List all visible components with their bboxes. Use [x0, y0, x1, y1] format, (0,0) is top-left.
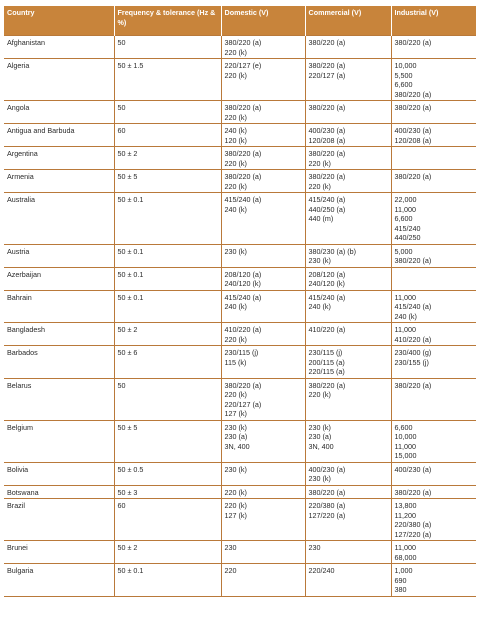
cell-value: 3N, 400	[224, 441, 250, 451]
commercial-cell	[305, 541, 391, 564]
country-name: Brazil	[7, 501, 25, 510]
cell-value: 380/220 (a)	[224, 149, 262, 158]
country-name: Barbados	[7, 348, 38, 357]
cell-value: 50 ± 0.1	[117, 566, 144, 575]
cell-value: 6,600	[394, 422, 413, 432]
header-commercial: Commercial (V)	[305, 6, 391, 36]
cell-value: 380/220 (a)	[308, 103, 346, 112]
country-name: Bulgaria	[7, 566, 34, 575]
frequency-cell	[114, 462, 221, 485]
cell-value: 400/230 (a)	[394, 464, 432, 474]
cell-value: 380/220 (a)	[224, 380, 262, 390]
cell-value: 220 (k)	[224, 487, 247, 497]
industrial-cell	[391, 147, 476, 170]
industrial-cell	[391, 323, 476, 346]
industrial-cell	[391, 170, 476, 193]
cell-value: 11,000	[394, 543, 416, 552]
cell-value: 208/120 (a)	[308, 269, 346, 279]
table-row	[4, 170, 476, 193]
cell-value: 380/230 (a) (b)	[308, 246, 357, 256]
cell-value: 380/220 (a)	[394, 487, 432, 497]
cell-value: 220/127 (a)	[224, 399, 262, 409]
cell-value: 220 (k)	[224, 501, 247, 510]
country-name: Argentina	[7, 149, 38, 158]
country-cell	[4, 59, 114, 101]
cell-value: 240 (k)	[308, 302, 331, 311]
cell-value: 120/208 (a)	[308, 135, 346, 145]
cell-value: 240/120 (k)	[308, 279, 345, 288]
cell-value: 127/220 (a)	[394, 529, 432, 539]
cell-value: 220 (k)	[308, 390, 331, 399]
cell-value: 60	[117, 501, 126, 510]
cell-value: 380/220 (a)	[308, 172, 346, 181]
commercial-cell	[305, 244, 391, 267]
cell-value: 6,600	[394, 214, 413, 223]
country-cell	[4, 170, 114, 193]
commercial-cell	[305, 462, 391, 485]
cell-value: 410/220 (a)	[308, 325, 346, 334]
table-row	[4, 244, 476, 267]
country-cell	[4, 36, 114, 59]
cell-value: 415/240 (a)	[224, 292, 262, 302]
commercial-cell	[305, 290, 391, 323]
table-row	[4, 193, 476, 245]
country-name: Belarus	[7, 380, 32, 390]
frequency-cell	[114, 541, 221, 564]
domestic-cell	[221, 346, 305, 379]
country-name: Belgium	[7, 422, 33, 432]
cell-value: 11,000	[394, 204, 416, 214]
cell-value: 230/115 (j)	[308, 348, 343, 357]
country-name: Bangladesh	[7, 325, 45, 334]
cell-value: 230 (k)	[224, 246, 247, 256]
cell-value: 380/220 (a)	[224, 103, 262, 112]
table-row	[4, 462, 476, 485]
frequency-cell	[114, 193, 221, 245]
country-name: Afghanistan	[7, 38, 45, 47]
country-cell	[4, 462, 114, 485]
table-row	[4, 124, 476, 147]
cell-value: 415/240 (a)	[308, 195, 346, 204]
frequency-cell	[114, 147, 221, 170]
cell-value: 50 ± 0.1	[117, 269, 144, 279]
cell-value: 230 (k)	[224, 464, 247, 474]
cell-value: 230 (k)	[308, 256, 331, 265]
frequency-cell	[114, 378, 221, 420]
cell-value: 220 (k)	[224, 112, 247, 122]
domestic-cell	[221, 59, 305, 101]
cell-value: 50	[117, 380, 126, 390]
cell-value: 230/155 (j)	[394, 357, 429, 367]
frequency-cell	[114, 36, 221, 59]
cell-value: 220 (k)	[224, 390, 247, 399]
header-industrial: Industrial (V)	[391, 6, 476, 36]
country-cell	[4, 499, 114, 541]
cell-value: 50	[117, 38, 126, 47]
cell-value: 115 (k)	[224, 357, 247, 367]
cell-value: 380/220 (a)	[224, 38, 262, 47]
industrial-cell	[391, 290, 476, 323]
cell-value: 400/230 (a)	[394, 126, 432, 135]
country-name: Brunei	[7, 543, 28, 552]
cell-value: 50 ± 2	[117, 543, 138, 552]
cell-value: 380/220 (a)	[394, 103, 432, 112]
domestic-cell	[221, 462, 305, 485]
country-name: Algeria	[7, 61, 30, 70]
domestic-cell	[221, 290, 305, 323]
domestic-cell	[221, 564, 305, 597]
country-cell	[4, 101, 114, 124]
table-header	[4, 6, 476, 36]
table-row	[4, 541, 476, 564]
frequency-cell	[114, 564, 221, 597]
table-row	[4, 267, 476, 290]
domestic-cell	[221, 378, 305, 420]
cell-value: 400/230 (a)	[308, 464, 346, 474]
cell-value: 50 ± 2	[117, 325, 138, 334]
cell-value: 127 (k)	[224, 409, 247, 418]
cell-value: 230	[224, 543, 237, 552]
frequency-cell	[114, 267, 221, 290]
cell-value: 50 ± 2	[117, 149, 138, 158]
commercial-cell	[305, 147, 391, 170]
commercial-cell	[305, 170, 391, 193]
commercial-cell	[305, 59, 391, 101]
industrial-cell	[391, 499, 476, 541]
cell-value: 380/220 (a)	[308, 380, 346, 390]
cell-value: 415/240 (a)	[224, 195, 262, 204]
country-cell	[4, 541, 114, 564]
commercial-cell	[305, 485, 391, 499]
commercial-cell	[305, 267, 391, 290]
country-cell	[4, 420, 114, 462]
industrial-cell	[391, 462, 476, 485]
frequency-cell	[114, 59, 221, 101]
table-row	[4, 564, 476, 597]
cell-value: 220/380 (a)	[394, 520, 432, 529]
cell-value: 440/250	[394, 233, 421, 242]
domestic-cell	[221, 193, 305, 245]
cell-value: 230 (a)	[308, 432, 332, 441]
cell-value: 50	[117, 103, 126, 112]
cell-value: 240/120 (k)	[224, 279, 261, 288]
cell-value: 208/120 (a)	[224, 269, 262, 279]
table-row	[4, 420, 476, 462]
country-name: Antigua and Barbuda	[7, 126, 75, 135]
header-frequency: Frequency & tolerance (Hz & %)	[114, 6, 221, 36]
industrial-cell	[391, 59, 476, 101]
commercial-cell	[305, 124, 391, 147]
country-cell	[4, 147, 114, 170]
commercial-cell	[305, 193, 391, 245]
cell-value: 50 ± 3	[117, 487, 138, 497]
cell-value: 230 (k)	[308, 422, 331, 432]
domestic-cell	[221, 244, 305, 267]
table-row	[4, 499, 476, 541]
country-name: Botswana	[7, 487, 39, 497]
country-cell	[4, 290, 114, 323]
cell-value: 3N, 400	[308, 441, 334, 451]
cell-value: 415/240 (a)	[308, 292, 346, 302]
country-cell	[4, 267, 114, 290]
cell-value: 50 ± 0.1	[117, 195, 144, 204]
cell-value: 380/220 (a)	[308, 61, 346, 70]
cell-value: 220 (k)	[224, 181, 247, 191]
country-name: Armenia	[7, 172, 34, 181]
cell-value: 1,000	[394, 566, 413, 575]
cell-value: 220 (k)	[224, 70, 247, 80]
cell-value: 11,000	[394, 292, 416, 302]
cell-value: 380/220 (a)	[394, 380, 432, 390]
cell-value: 11,000	[394, 325, 416, 334]
cell-value: 50 ± 0.5	[117, 464, 144, 474]
commercial-cell	[305, 36, 391, 59]
domestic-cell	[221, 267, 305, 290]
frequency-cell	[114, 290, 221, 323]
industrial-cell	[391, 564, 476, 597]
cell-value: 415/240 (a)	[394, 302, 432, 311]
header-country: Country	[4, 6, 114, 36]
country-cell	[4, 323, 114, 346]
commercial-cell	[305, 101, 391, 124]
country-name: Austria	[7, 246, 30, 256]
cell-value: 240 (k)	[224, 126, 247, 135]
industrial-cell	[391, 36, 476, 59]
industrial-cell	[391, 244, 476, 267]
cell-value: 11,000	[394, 441, 416, 451]
cell-value: 22,000	[394, 195, 417, 204]
cell-value: 380/220 (a)	[394, 38, 432, 47]
cell-value: 690	[394, 575, 407, 585]
cell-value: 220 (k)	[224, 47, 247, 57]
table-row	[4, 346, 476, 379]
industrial-cell	[391, 193, 476, 245]
table-row	[4, 147, 476, 170]
cell-value: 50 ± 5	[117, 172, 138, 181]
cell-value: 127/220 (a)	[308, 510, 346, 520]
cell-value: 380/220 (a)	[394, 256, 432, 265]
cell-value: 5,500	[394, 70, 413, 80]
cell-value: 240 (k)	[224, 302, 247, 311]
frequency-cell	[114, 170, 221, 193]
cell-value: 220	[224, 566, 237, 575]
commercial-cell	[305, 346, 391, 379]
domestic-cell	[221, 36, 305, 59]
commercial-cell	[305, 323, 391, 346]
cell-value: 68,000	[394, 552, 417, 562]
domestic-cell	[221, 485, 305, 499]
cell-value: 220 (k)	[308, 158, 331, 168]
header-row	[4, 6, 476, 36]
cell-value: 440/250 (a)	[308, 204, 346, 214]
commercial-cell	[305, 420, 391, 462]
cell-value: 380/220 (a)	[224, 172, 262, 181]
table-row	[4, 323, 476, 346]
commercial-cell	[305, 564, 391, 597]
cell-value: 230/115 (j)	[224, 348, 259, 357]
domestic-cell	[221, 323, 305, 346]
cell-value: 11,200	[394, 510, 416, 520]
cell-value: 6,600	[394, 80, 413, 89]
cell-value: 230 (a)	[224, 432, 248, 441]
cell-value: 380/220 (a)	[394, 89, 432, 99]
cell-value: 410/220 (a)	[394, 334, 432, 344]
cell-value: 5,000	[394, 246, 413, 256]
country-cell	[4, 378, 114, 420]
cell-value: 440 (m)	[308, 214, 334, 223]
table-row	[4, 59, 476, 101]
cell-value: 50 ± 6	[117, 348, 138, 357]
cell-value: 380/220 (a)	[394, 172, 432, 181]
country-cell	[4, 193, 114, 245]
cell-value: 380	[394, 585, 407, 594]
cell-value: 10,000	[394, 61, 417, 70]
cell-value: 220/380 (a)	[308, 501, 346, 510]
cell-value: 230	[308, 543, 321, 552]
voltage-table-container	[4, 6, 476, 597]
country-name: Bahrain	[7, 292, 32, 302]
industrial-cell	[391, 541, 476, 564]
cell-value: 220 (k)	[224, 334, 247, 344]
table-row	[4, 36, 476, 59]
cell-value: 240 (k)	[394, 311, 417, 321]
frequency-cell	[114, 124, 221, 147]
industrial-cell	[391, 485, 476, 499]
cell-value: 15,000	[394, 451, 417, 460]
header-domestic: Domestic (V)	[221, 6, 305, 36]
frequency-cell	[114, 420, 221, 462]
cell-value: 50 ± 5	[117, 422, 138, 432]
industrial-cell	[391, 378, 476, 420]
domestic-cell	[221, 420, 305, 462]
table-row	[4, 290, 476, 323]
commercial-cell	[305, 499, 391, 541]
cell-value: 220/127 (e)	[224, 61, 262, 70]
cell-value: 230/400 (g)	[394, 348, 432, 357]
country-cell	[4, 564, 114, 597]
industrial-cell	[391, 267, 476, 290]
domestic-cell	[221, 541, 305, 564]
frequency-cell	[114, 101, 221, 124]
cell-value: 60	[117, 126, 126, 135]
country-cell	[4, 346, 114, 379]
cell-value: 50 ± 0.1	[117, 292, 144, 302]
frequency-cell	[114, 244, 221, 267]
cell-value: 50 ± 1.5	[117, 61, 144, 70]
cell-value: 380/220 (a)	[308, 487, 346, 497]
domestic-cell	[221, 499, 305, 541]
industrial-cell	[391, 420, 476, 462]
cell-value: 220 (k)	[224, 158, 247, 168]
country-name: Bolivia	[7, 464, 29, 474]
cell-value: 120/208 (a)	[394, 135, 432, 145]
industrial-cell	[391, 346, 476, 379]
country-cell	[4, 485, 114, 499]
domestic-cell	[221, 124, 305, 147]
cell-value: 127 (k)	[224, 510, 247, 520]
industrial-cell	[391, 124, 476, 147]
country-name: Angola	[7, 103, 30, 112]
voltage-table	[4, 6, 476, 597]
cell-value: 120 (k)	[224, 135, 247, 145]
cell-value: 400/230 (a)	[308, 126, 346, 135]
cell-value: 200/115 (a)	[308, 357, 345, 367]
cell-value: 415/240	[394, 223, 421, 233]
cell-value: 240 (k)	[224, 204, 247, 214]
table-row	[4, 485, 476, 499]
domestic-cell	[221, 101, 305, 124]
cell-value: 220 (k)	[308, 181, 331, 191]
frequency-cell	[114, 499, 221, 541]
cell-value: 220/115 (a)	[308, 367, 345, 376]
table-row	[4, 101, 476, 124]
frequency-cell	[114, 485, 221, 499]
commercial-cell	[305, 378, 391, 420]
country-cell	[4, 244, 114, 267]
table-row	[4, 378, 476, 420]
cell-value: 230 (k)	[308, 474, 331, 483]
cell-value: 220/240	[308, 566, 335, 575]
frequency-cell	[114, 323, 221, 346]
country-cell	[4, 124, 114, 147]
cell-value: 50 ± 0.1	[117, 246, 144, 256]
cell-value: 380/220 (a)	[308, 38, 346, 47]
country-name: Australia	[7, 195, 35, 204]
table-body	[4, 36, 476, 597]
cell-value: 230 (k)	[224, 422, 247, 432]
frequency-cell	[114, 346, 221, 379]
country-name: Azerbaijan	[7, 269, 41, 279]
domestic-cell	[221, 170, 305, 193]
cell-value: 13,800	[394, 501, 417, 510]
domestic-cell	[221, 147, 305, 170]
industrial-cell	[391, 101, 476, 124]
cell-value: 220/127 (a)	[308, 70, 346, 80]
cell-value: 410/220 (a)	[224, 325, 262, 334]
cell-value: 380/220 (a)	[308, 149, 346, 158]
cell-value: 10,000	[394, 432, 417, 441]
